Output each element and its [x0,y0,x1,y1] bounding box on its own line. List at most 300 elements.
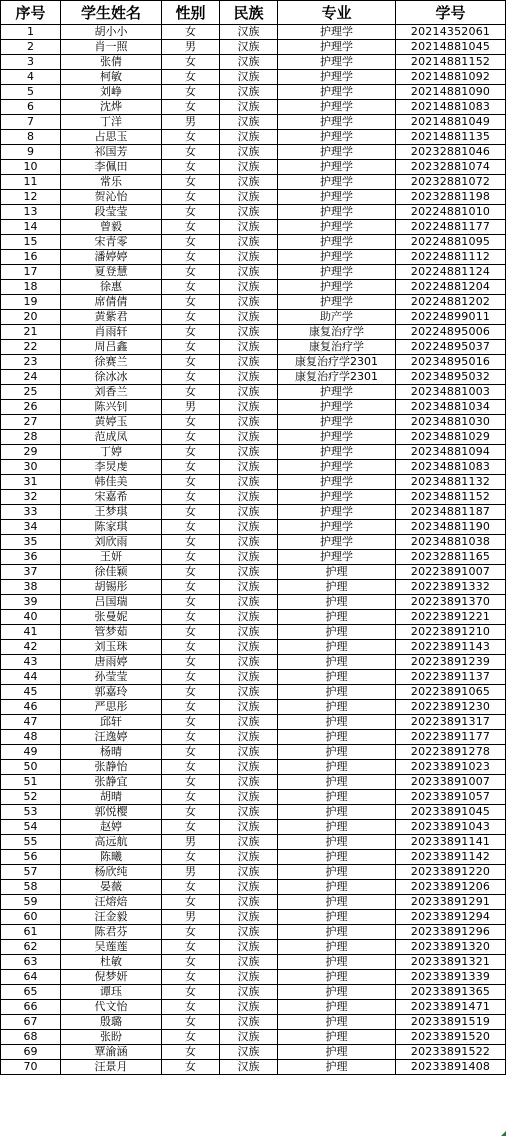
major-cell[interactable]: 护理学 [278,505,396,520]
gender-cell[interactable]: 女 [162,685,220,700]
index-cell[interactable]: 60 [1,910,61,925]
major-cell[interactable]: 护理 [278,805,396,820]
ethnicity-cell[interactable]: 汉族 [220,1015,278,1030]
major-cell[interactable]: 护理 [278,985,396,1000]
name-cell[interactable]: 韩佳美 [61,475,162,490]
student-id-cell[interactable]: 20223891370 [396,595,506,610]
name-cell[interactable]: 陈曦 [61,850,162,865]
name-cell[interactable]: 贺沁怡 [61,190,162,205]
ethnicity-cell[interactable]: 汉族 [220,415,278,430]
major-cell[interactable]: 护理学 [278,55,396,70]
name-cell[interactable]: 殷璐 [61,1015,162,1030]
student-id-cell[interactable]: 20234881083 [396,460,506,475]
name-cell[interactable]: 严思彤 [61,700,162,715]
index-cell[interactable]: 40 [1,610,61,625]
name-cell[interactable]: 郭嘉玲 [61,685,162,700]
major-cell[interactable]: 护理学 [278,415,396,430]
gender-cell[interactable]: 女 [162,175,220,190]
index-cell[interactable]: 33 [1,505,61,520]
index-cell[interactable]: 16 [1,250,61,265]
name-cell[interactable]: 胡锡彤 [61,580,162,595]
index-cell[interactable]: 57 [1,865,61,880]
ethnicity-cell[interactable]: 汉族 [220,145,278,160]
major-cell[interactable]: 护理学 [278,550,396,565]
major-cell[interactable]: 护理学 [278,145,396,160]
ethnicity-cell[interactable]: 汉族 [220,535,278,550]
ethnicity-cell[interactable]: 汉族 [220,610,278,625]
ethnicity-cell[interactable]: 汉族 [220,985,278,1000]
student-id-cell[interactable]: 20214881135 [396,130,506,145]
major-cell[interactable]: 护理 [278,940,396,955]
gender-cell[interactable]: 女 [162,775,220,790]
gender-cell[interactable]: 女 [162,250,220,265]
name-cell[interactable]: 管梦茹 [61,625,162,640]
student-id-cell[interactable]: 20233891220 [396,865,506,880]
ethnicity-cell[interactable]: 汉族 [220,865,278,880]
student-id-cell[interactable]: 20233891291 [396,895,506,910]
major-cell[interactable]: 护理学 [278,295,396,310]
index-cell[interactable]: 56 [1,850,61,865]
major-cell[interactable]: 护理学 [278,220,396,235]
student-id-cell[interactable]: 20232881198 [396,190,506,205]
major-cell[interactable]: 护理 [278,880,396,895]
student-id-cell[interactable]: 20223891230 [396,700,506,715]
index-cell[interactable]: 15 [1,235,61,250]
name-cell[interactable]: 夏登慧 [61,265,162,280]
name-cell[interactable]: 汪逸婷 [61,730,162,745]
major-cell[interactable]: 护理 [278,745,396,760]
name-cell[interactable]: 黄婷玉 [61,415,162,430]
name-cell[interactable]: 肖一照 [61,40,162,55]
major-cell[interactable]: 护理学 [278,460,396,475]
student-id-cell[interactable]: 20233891520 [396,1030,506,1045]
name-cell[interactable]: 杜敏 [61,955,162,970]
index-cell[interactable]: 34 [1,520,61,535]
major-cell[interactable]: 护理 [278,715,396,730]
ethnicity-cell[interactable]: 汉族 [220,730,278,745]
ethnicity-cell[interactable]: 汉族 [220,745,278,760]
major-cell[interactable]: 康复治疗学2301 [278,355,396,370]
index-cell[interactable]: 18 [1,280,61,295]
header-major[interactable]: 专业 [278,1,396,25]
gender-cell[interactable]: 女 [162,985,220,1000]
ethnicity-cell[interactable]: 汉族 [220,325,278,340]
ethnicity-cell[interactable]: 汉族 [220,685,278,700]
index-cell[interactable]: 37 [1,565,61,580]
student-id-cell[interactable]: 20233891294 [396,910,506,925]
gender-cell[interactable]: 男 [162,835,220,850]
name-cell[interactable]: 潘婷婷 [61,250,162,265]
index-cell[interactable]: 19 [1,295,61,310]
major-cell[interactable]: 助产学 [278,310,396,325]
gender-cell[interactable]: 女 [162,520,220,535]
name-cell[interactable]: 周吕鑫 [61,340,162,355]
major-cell[interactable]: 护理 [278,865,396,880]
ethnicity-cell[interactable]: 汉族 [220,340,278,355]
gender-cell[interactable]: 女 [162,760,220,775]
ethnicity-cell[interactable]: 汉族 [220,1060,278,1075]
student-id-cell[interactable]: 20234881030 [396,415,506,430]
index-cell[interactable]: 24 [1,370,61,385]
major-cell[interactable]: 护理 [278,760,396,775]
ethnicity-cell[interactable]: 汉族 [220,925,278,940]
gender-cell[interactable]: 女 [162,925,220,940]
index-cell[interactable]: 54 [1,820,61,835]
student-id-cell[interactable]: 20233891007 [396,775,506,790]
name-cell[interactable]: 徐佳颖 [61,565,162,580]
index-cell[interactable]: 8 [1,130,61,145]
student-id-cell[interactable]: 20233891321 [396,955,506,970]
name-cell[interactable]: 丁洋 [61,115,162,130]
name-cell[interactable]: 汪金毅 [61,910,162,925]
name-cell[interactable]: 杨欣纯 [61,865,162,880]
ethnicity-cell[interactable]: 汉族 [220,850,278,865]
index-cell[interactable]: 61 [1,925,61,940]
name-cell[interactable]: 刘欣雨 [61,535,162,550]
gender-cell[interactable]: 女 [162,505,220,520]
ethnicity-cell[interactable]: 汉族 [220,190,278,205]
gender-cell[interactable]: 女 [162,475,220,490]
gender-cell[interactable]: 女 [162,490,220,505]
ethnicity-cell[interactable]: 汉族 [220,970,278,985]
ethnicity-cell[interactable]: 汉族 [220,790,278,805]
student-id-cell[interactable]: 20233891043 [396,820,506,835]
ethnicity-cell[interactable]: 汉族 [220,880,278,895]
name-cell[interactable]: 张曼妮 [61,610,162,625]
ethnicity-cell[interactable]: 汉族 [220,955,278,970]
name-cell[interactable]: 宋嘉希 [61,490,162,505]
name-cell[interactable]: 吕国瑞 [61,595,162,610]
ethnicity-cell[interactable]: 汉族 [220,265,278,280]
ethnicity-cell[interactable]: 汉族 [220,355,278,370]
gender-cell[interactable]: 女 [162,535,220,550]
ethnicity-cell[interactable]: 汉族 [220,805,278,820]
gender-cell[interactable]: 女 [162,955,220,970]
name-cell[interactable]: 汪景月 [61,1060,162,1075]
ethnicity-cell[interactable]: 汉族 [220,820,278,835]
major-cell[interactable]: 护理 [278,610,396,625]
student-id-cell[interactable]: 20224881177 [396,220,506,235]
student-id-cell[interactable]: 20234881034 [396,400,506,415]
gender-cell[interactable]: 女 [162,235,220,250]
ethnicity-cell[interactable]: 汉族 [220,520,278,535]
gender-cell[interactable]: 女 [162,25,220,40]
gender-cell[interactable]: 女 [162,730,220,745]
index-cell[interactable]: 65 [1,985,61,1000]
ethnicity-cell[interactable]: 汉族 [220,940,278,955]
gender-cell[interactable]: 女 [162,940,220,955]
major-cell[interactable]: 护理学 [278,520,396,535]
gender-cell[interactable]: 女 [162,1045,220,1060]
gender-cell[interactable]: 女 [162,355,220,370]
student-id-cell[interactable]: 20233891296 [396,925,506,940]
gender-cell[interactable]: 女 [162,1060,220,1075]
gender-cell[interactable]: 女 [162,610,220,625]
major-cell[interactable]: 康复治疗学 [278,340,396,355]
gender-cell[interactable]: 女 [162,460,220,475]
student-id-cell[interactable]: 20223891210 [396,625,506,640]
gender-cell[interactable]: 男 [162,910,220,925]
student-id-cell[interactable]: 20234881029 [396,430,506,445]
index-cell[interactable]: 43 [1,655,61,670]
gender-cell[interactable]: 女 [162,415,220,430]
student-id-cell[interactable]: 20223891065 [396,685,506,700]
major-cell[interactable]: 护理 [278,655,396,670]
major-cell[interactable]: 护理 [278,1045,396,1060]
index-cell[interactable]: 58 [1,880,61,895]
gender-cell[interactable]: 女 [162,340,220,355]
major-cell[interactable]: 护理 [278,1000,396,1015]
name-cell[interactable]: 曾毅 [61,220,162,235]
index-cell[interactable]: 55 [1,835,61,850]
ethnicity-cell[interactable]: 汉族 [220,760,278,775]
index-cell[interactable]: 64 [1,970,61,985]
gender-cell[interactable]: 女 [162,625,220,640]
major-cell[interactable]: 护理 [278,565,396,580]
student-id-cell[interactable]: 20224881204 [396,280,506,295]
name-cell[interactable]: 胡小小 [61,25,162,40]
major-cell[interactable]: 护理学 [278,130,396,145]
student-id-cell[interactable]: 20224895037 [396,340,506,355]
major-cell[interactable]: 护理学 [278,265,396,280]
ethnicity-cell[interactable]: 汉族 [220,835,278,850]
student-id-cell[interactable]: 20234881187 [396,505,506,520]
gender-cell[interactable]: 女 [162,970,220,985]
name-cell[interactable]: 张倩 [61,55,162,70]
student-id-cell[interactable]: 20224895006 [396,325,506,340]
name-cell[interactable]: 李炅虔 [61,460,162,475]
index-cell[interactable]: 30 [1,460,61,475]
index-cell[interactable]: 20 [1,310,61,325]
name-cell[interactable]: 晏薇 [61,880,162,895]
ethnicity-cell[interactable]: 汉族 [220,475,278,490]
gender-cell[interactable]: 女 [162,580,220,595]
ethnicity-cell[interactable]: 汉族 [220,40,278,55]
student-id-cell[interactable]: 20224881095 [396,235,506,250]
major-cell[interactable]: 护理 [278,1030,396,1045]
major-cell[interactable]: 护理 [278,775,396,790]
student-id-cell[interactable]: 20223891332 [396,580,506,595]
ethnicity-cell[interactable]: 汉族 [220,220,278,235]
name-cell[interactable]: 范成凤 [61,430,162,445]
index-cell[interactable]: 21 [1,325,61,340]
name-cell[interactable]: 代文怡 [61,1000,162,1015]
student-id-cell[interactable]: 20234881132 [396,475,506,490]
student-id-cell[interactable]: 20234881190 [396,520,506,535]
major-cell[interactable]: 护理 [278,850,396,865]
gender-cell[interactable]: 女 [162,880,220,895]
ethnicity-cell[interactable]: 汉族 [220,175,278,190]
name-cell[interactable]: 沈烨 [61,100,162,115]
gender-cell[interactable]: 女 [162,565,220,580]
gender-cell[interactable]: 女 [162,55,220,70]
name-cell[interactable]: 倪梦妍 [61,970,162,985]
index-cell[interactable]: 28 [1,430,61,445]
ethnicity-cell[interactable]: 汉族 [220,250,278,265]
gender-cell[interactable]: 女 [162,805,220,820]
ethnicity-cell[interactable]: 汉族 [220,100,278,115]
index-cell[interactable]: 4 [1,70,61,85]
major-cell[interactable]: 护理 [278,910,396,925]
gender-cell[interactable]: 女 [162,310,220,325]
student-id-cell[interactable]: 20234881038 [396,535,506,550]
major-cell[interactable]: 护理 [278,1015,396,1030]
gender-cell[interactable]: 女 [162,550,220,565]
ethnicity-cell[interactable]: 汉族 [220,55,278,70]
ethnicity-cell[interactable]: 汉族 [220,1030,278,1045]
index-cell[interactable]: 7 [1,115,61,130]
name-cell[interactable]: 徐赛兰 [61,355,162,370]
name-cell[interactable]: 丁婷 [61,445,162,460]
student-id-cell[interactable]: 20234895032 [396,370,506,385]
ethnicity-cell[interactable]: 汉族 [220,640,278,655]
ethnicity-cell[interactable]: 汉族 [220,1045,278,1060]
index-cell[interactable]: 3 [1,55,61,70]
name-cell[interactable]: 吴莲莲 [61,940,162,955]
student-id-cell[interactable]: 20232881072 [396,175,506,190]
gender-cell[interactable]: 女 [162,130,220,145]
ethnicity-cell[interactable]: 汉族 [220,460,278,475]
student-id-cell[interactable]: 20233891206 [396,880,506,895]
index-cell[interactable]: 6 [1,100,61,115]
ethnicity-cell[interactable]: 汉族 [220,550,278,565]
ethnicity-cell[interactable]: 汉族 [220,505,278,520]
index-cell[interactable]: 38 [1,580,61,595]
gender-cell[interactable]: 女 [162,820,220,835]
major-cell[interactable]: 护理学 [278,115,396,130]
ethnicity-cell[interactable]: 汉族 [220,115,278,130]
index-cell[interactable]: 11 [1,175,61,190]
student-id-cell[interactable]: 20233891142 [396,850,506,865]
major-cell[interactable]: 护理学 [278,160,396,175]
name-cell[interactable]: 王梦琪 [61,505,162,520]
name-cell[interactable]: 徐冰冰 [61,370,162,385]
student-id-cell[interactable]: 20233891320 [396,940,506,955]
ethnicity-cell[interactable]: 汉族 [220,295,278,310]
index-cell[interactable]: 36 [1,550,61,565]
index-cell[interactable]: 69 [1,1045,61,1060]
gender-cell[interactable]: 女 [162,385,220,400]
index-cell[interactable]: 51 [1,775,61,790]
name-cell[interactable]: 宋青零 [61,235,162,250]
gender-cell[interactable]: 女 [162,205,220,220]
major-cell[interactable]: 康复治疗学2301 [278,370,396,385]
gender-cell[interactable]: 女 [162,895,220,910]
name-cell[interactable]: 刘玉珠 [61,640,162,655]
gender-cell[interactable]: 男 [162,865,220,880]
ethnicity-cell[interactable]: 汉族 [220,430,278,445]
ethnicity-cell[interactable]: 汉族 [220,895,278,910]
index-cell[interactable]: 41 [1,625,61,640]
name-cell[interactable]: 黄紫君 [61,310,162,325]
index-cell[interactable]: 53 [1,805,61,820]
major-cell[interactable]: 护理学 [278,175,396,190]
index-cell[interactable]: 68 [1,1030,61,1045]
student-id-cell[interactable]: 20223891239 [396,655,506,670]
index-cell[interactable]: 31 [1,475,61,490]
index-cell[interactable]: 22 [1,340,61,355]
major-cell[interactable]: 护理学 [278,400,396,415]
student-id-cell[interactable]: 20224881124 [396,265,506,280]
student-id-cell[interactable]: 20214881092 [396,70,506,85]
ethnicity-cell[interactable]: 汉族 [220,670,278,685]
index-cell[interactable]: 44 [1,670,61,685]
name-cell[interactable]: 张盼 [61,1030,162,1045]
name-cell[interactable]: 王妍 [61,550,162,565]
index-cell[interactable]: 27 [1,415,61,430]
name-cell[interactable]: 徐惠 [61,280,162,295]
ethnicity-cell[interactable]: 汉族 [220,235,278,250]
index-cell[interactable]: 5 [1,85,61,100]
major-cell[interactable]: 护理学 [278,70,396,85]
name-cell[interactable]: 覃渝涵 [61,1045,162,1060]
name-cell[interactable]: 祁国芳 [61,145,162,160]
gender-cell[interactable]: 女 [162,595,220,610]
header-student-name[interactable]: 学生姓名 [61,1,162,25]
student-id-cell[interactable]: 20234881003 [396,385,506,400]
name-cell[interactable]: 张静怡 [61,760,162,775]
major-cell[interactable]: 护理学 [278,205,396,220]
name-cell[interactable]: 邱轩 [61,715,162,730]
name-cell[interactable]: 柯敏 [61,70,162,85]
student-id-cell[interactable]: 20223891007 [396,565,506,580]
index-cell[interactable]: 32 [1,490,61,505]
student-id-cell[interactable]: 20223891143 [396,640,506,655]
student-id-cell[interactable]: 20214881152 [396,55,506,70]
student-id-cell[interactable]: 20223891317 [396,715,506,730]
student-id-cell[interactable]: 20224881010 [396,205,506,220]
major-cell[interactable]: 康复治疗学 [278,325,396,340]
name-cell[interactable]: 陈家琪 [61,520,162,535]
student-id-cell[interactable]: 20233891522 [396,1045,506,1060]
major-cell[interactable]: 护理 [278,730,396,745]
name-cell[interactable]: 占思玉 [61,130,162,145]
gender-cell[interactable]: 女 [162,370,220,385]
major-cell[interactable]: 护理学 [278,430,396,445]
student-id-cell[interactable]: 20214881083 [396,100,506,115]
gender-cell[interactable]: 女 [162,445,220,460]
index-cell[interactable]: 62 [1,940,61,955]
gender-cell[interactable]: 男 [162,115,220,130]
student-id-cell[interactable]: 20232881074 [396,160,506,175]
major-cell[interactable]: 护理 [278,955,396,970]
major-cell[interactable]: 护理学 [278,100,396,115]
major-cell[interactable]: 护理学 [278,190,396,205]
major-cell[interactable]: 护理 [278,700,396,715]
gender-cell[interactable]: 女 [162,280,220,295]
major-cell[interactable]: 护理 [278,970,396,985]
gender-cell[interactable]: 女 [162,655,220,670]
index-cell[interactable]: 59 [1,895,61,910]
index-cell[interactable]: 46 [1,700,61,715]
ethnicity-cell[interactable]: 汉族 [220,400,278,415]
student-id-cell[interactable]: 20233891045 [396,805,506,820]
index-cell[interactable]: 49 [1,745,61,760]
name-cell[interactable]: 席倩倩 [61,295,162,310]
name-cell[interactable]: 陈君芬 [61,925,162,940]
major-cell[interactable]: 护理 [278,625,396,640]
student-id-cell[interactable]: 20232881046 [396,145,506,160]
student-id-cell[interactable]: 20233891023 [396,760,506,775]
student-id-cell[interactable]: 20234895016 [396,355,506,370]
student-id-cell[interactable]: 20223891221 [396,610,506,625]
name-cell[interactable]: 郭悦樱 [61,805,162,820]
name-cell[interactable]: 刘峥 [61,85,162,100]
ethnicity-cell[interactable]: 汉族 [220,130,278,145]
name-cell[interactable]: 杨晴 [61,745,162,760]
gender-cell[interactable]: 女 [162,325,220,340]
student-id-cell[interactable]: 20223891278 [396,745,506,760]
